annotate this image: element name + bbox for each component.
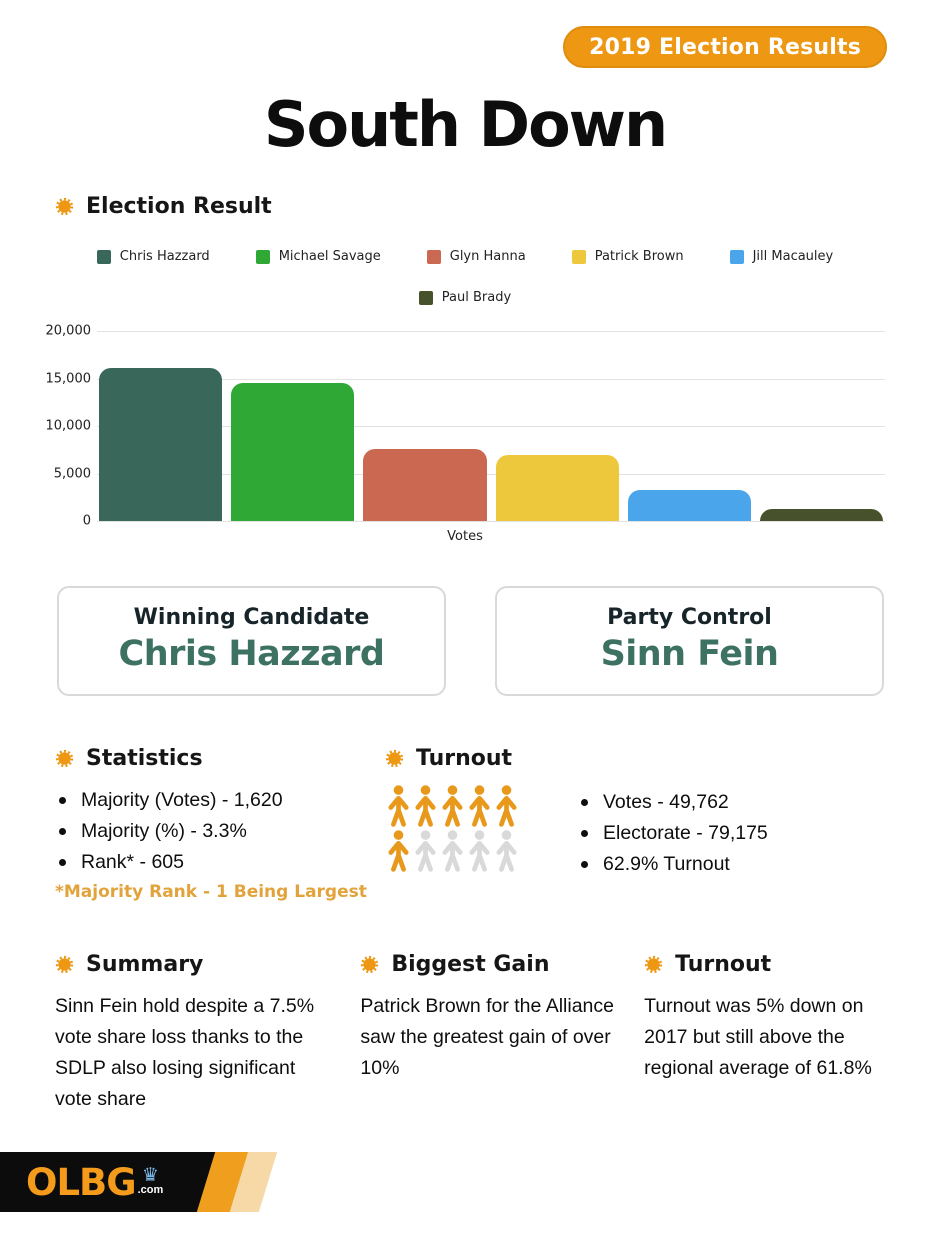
legend-item — [427, 249, 526, 264]
person-icon — [412, 785, 439, 828]
list-item: Majority (Votes) - 1,620 — [55, 785, 385, 816]
person-icon — [439, 830, 466, 873]
y-tick-label: 20,000 — [45, 323, 91, 339]
person-icon — [385, 830, 412, 873]
summary-section — [55, 952, 330, 1115]
turnout-section — [385, 746, 930, 902]
section-heading-label: Statistics — [86, 746, 203, 771]
legend-swatch-icon — [730, 250, 744, 264]
bar-paul-brady — [760, 509, 883, 521]
y-tick-label: 5,000 — [53, 466, 91, 481]
legend-item — [419, 290, 511, 305]
brand-tld: .com — [137, 1183, 164, 1196]
brand-logo-text: OLBG — [26, 1160, 136, 1204]
list-item: Rank* - 605 — [55, 847, 385, 878]
chart-bars — [99, 331, 883, 521]
bar-glyn-hanna — [363, 449, 486, 521]
person-icon — [466, 830, 493, 873]
sun-bullet-icon — [385, 749, 404, 768]
statistics-footnote: *Majority Rank - 1 Being Largest — [55, 882, 367, 902]
legend-label: Paul Brady — [441, 290, 512, 305]
section-heading-label: Biggest Gain — [391, 952, 550, 977]
turnout-note-text: Turnout was 5% down on 2017 but still above the regional average of 61.8% — [644, 995, 872, 1079]
card-label: Winning Candidate — [133, 605, 370, 630]
section-heading-label: Election Result — [86, 194, 272, 219]
legend-item — [97, 249, 210, 264]
section-heading-label: Summary — [86, 952, 204, 977]
bar-patrick-brown — [496, 455, 619, 521]
y-tick-label: 15,000 — [45, 371, 91, 386]
biggest-gain-section — [360, 952, 614, 1115]
x-axis-label: Votes — [447, 529, 483, 544]
person-icon — [493, 830, 520, 873]
chart-plot — [97, 331, 885, 521]
footer-logo — [0, 1152, 300, 1212]
y-tick-label: 0 — [82, 513, 91, 529]
list-item: 62.9% Turnout — [577, 849, 768, 880]
legend-swatch-icon — [572, 250, 586, 264]
crown-icon: ♛ — [141, 1164, 159, 1186]
legend-label: Jill Macauley — [752, 249, 834, 264]
legend-swatch-icon — [419, 291, 433, 305]
chart-legend — [45, 249, 885, 305]
list-item: Majority (%) - 3.3% — [55, 816, 385, 847]
turnout-note-section — [644, 952, 890, 1115]
bar-michael-savage — [231, 383, 354, 521]
person-icon — [385, 785, 412, 828]
legend-item — [730, 249, 834, 264]
card-label: Party Control — [607, 605, 772, 630]
sun-bullet-icon — [55, 197, 74, 216]
turnout-list — [577, 787, 768, 880]
result-cards — [57, 586, 884, 696]
sun-bullet-icon — [644, 955, 663, 974]
person-icon — [439, 785, 466, 828]
section-heading-turnout — [385, 746, 930, 771]
legend-label: Glyn Hanna — [449, 249, 526, 264]
legend-item — [572, 249, 684, 264]
y-tick-label: 10,000 — [45, 418, 91, 434]
winning-candidate-card — [57, 586, 446, 696]
year-badge-label: 2019 Election Results — [589, 34, 861, 60]
legend-item — [256, 249, 381, 264]
section-heading-summary — [55, 952, 330, 977]
sun-bullet-icon — [360, 955, 379, 974]
section-heading-turnout-note — [644, 952, 890, 977]
list-item: Electorate - 79,175 — [577, 818, 768, 849]
year-badge — [563, 26, 887, 68]
legend-swatch-icon — [256, 250, 270, 264]
card-value: Chris Hazzard — [118, 634, 385, 674]
section-heading-label: Turnout — [416, 746, 513, 771]
votes-bar-chart — [45, 249, 885, 544]
sun-bullet-icon — [55, 749, 74, 768]
sun-bullet-icon — [55, 955, 74, 974]
person-icon — [412, 830, 439, 873]
card-value: Sinn Fein — [600, 634, 779, 674]
summary-text: Sinn Fein hold despite a 7.5% vote share loss thanks to the SDLP also losing significant vote share — [55, 995, 315, 1110]
section-heading-biggest-gain — [360, 952, 614, 977]
section-heading-label: Turnout — [675, 952, 772, 977]
page-title: South Down — [263, 88, 667, 161]
statistics-section — [55, 746, 385, 902]
biggest-gain-text: Patrick Brown for the Alliance saw the greatest gain of over 10% — [360, 995, 614, 1079]
person-icon — [466, 785, 493, 828]
party-control-card — [495, 586, 884, 696]
legend-label: Patrick Brown — [594, 249, 684, 264]
legend-label: Chris Hazzard — [119, 249, 210, 264]
statistics-list — [55, 785, 385, 878]
gridline — [97, 521, 885, 522]
legend-swatch-icon — [97, 250, 111, 264]
bar-chris-hazzard — [99, 368, 222, 521]
list-item: Votes - 49,762 — [577, 787, 768, 818]
person-icon — [493, 785, 520, 828]
legend-label: Michael Savage — [278, 249, 381, 264]
y-axis — [45, 323, 97, 529]
legend-swatch-icon — [427, 250, 441, 264]
section-heading-statistics — [55, 746, 385, 771]
section-heading-election-result — [55, 194, 930, 219]
bar-jill-macauley — [628, 490, 751, 521]
turnout-pictogram — [385, 785, 525, 873]
